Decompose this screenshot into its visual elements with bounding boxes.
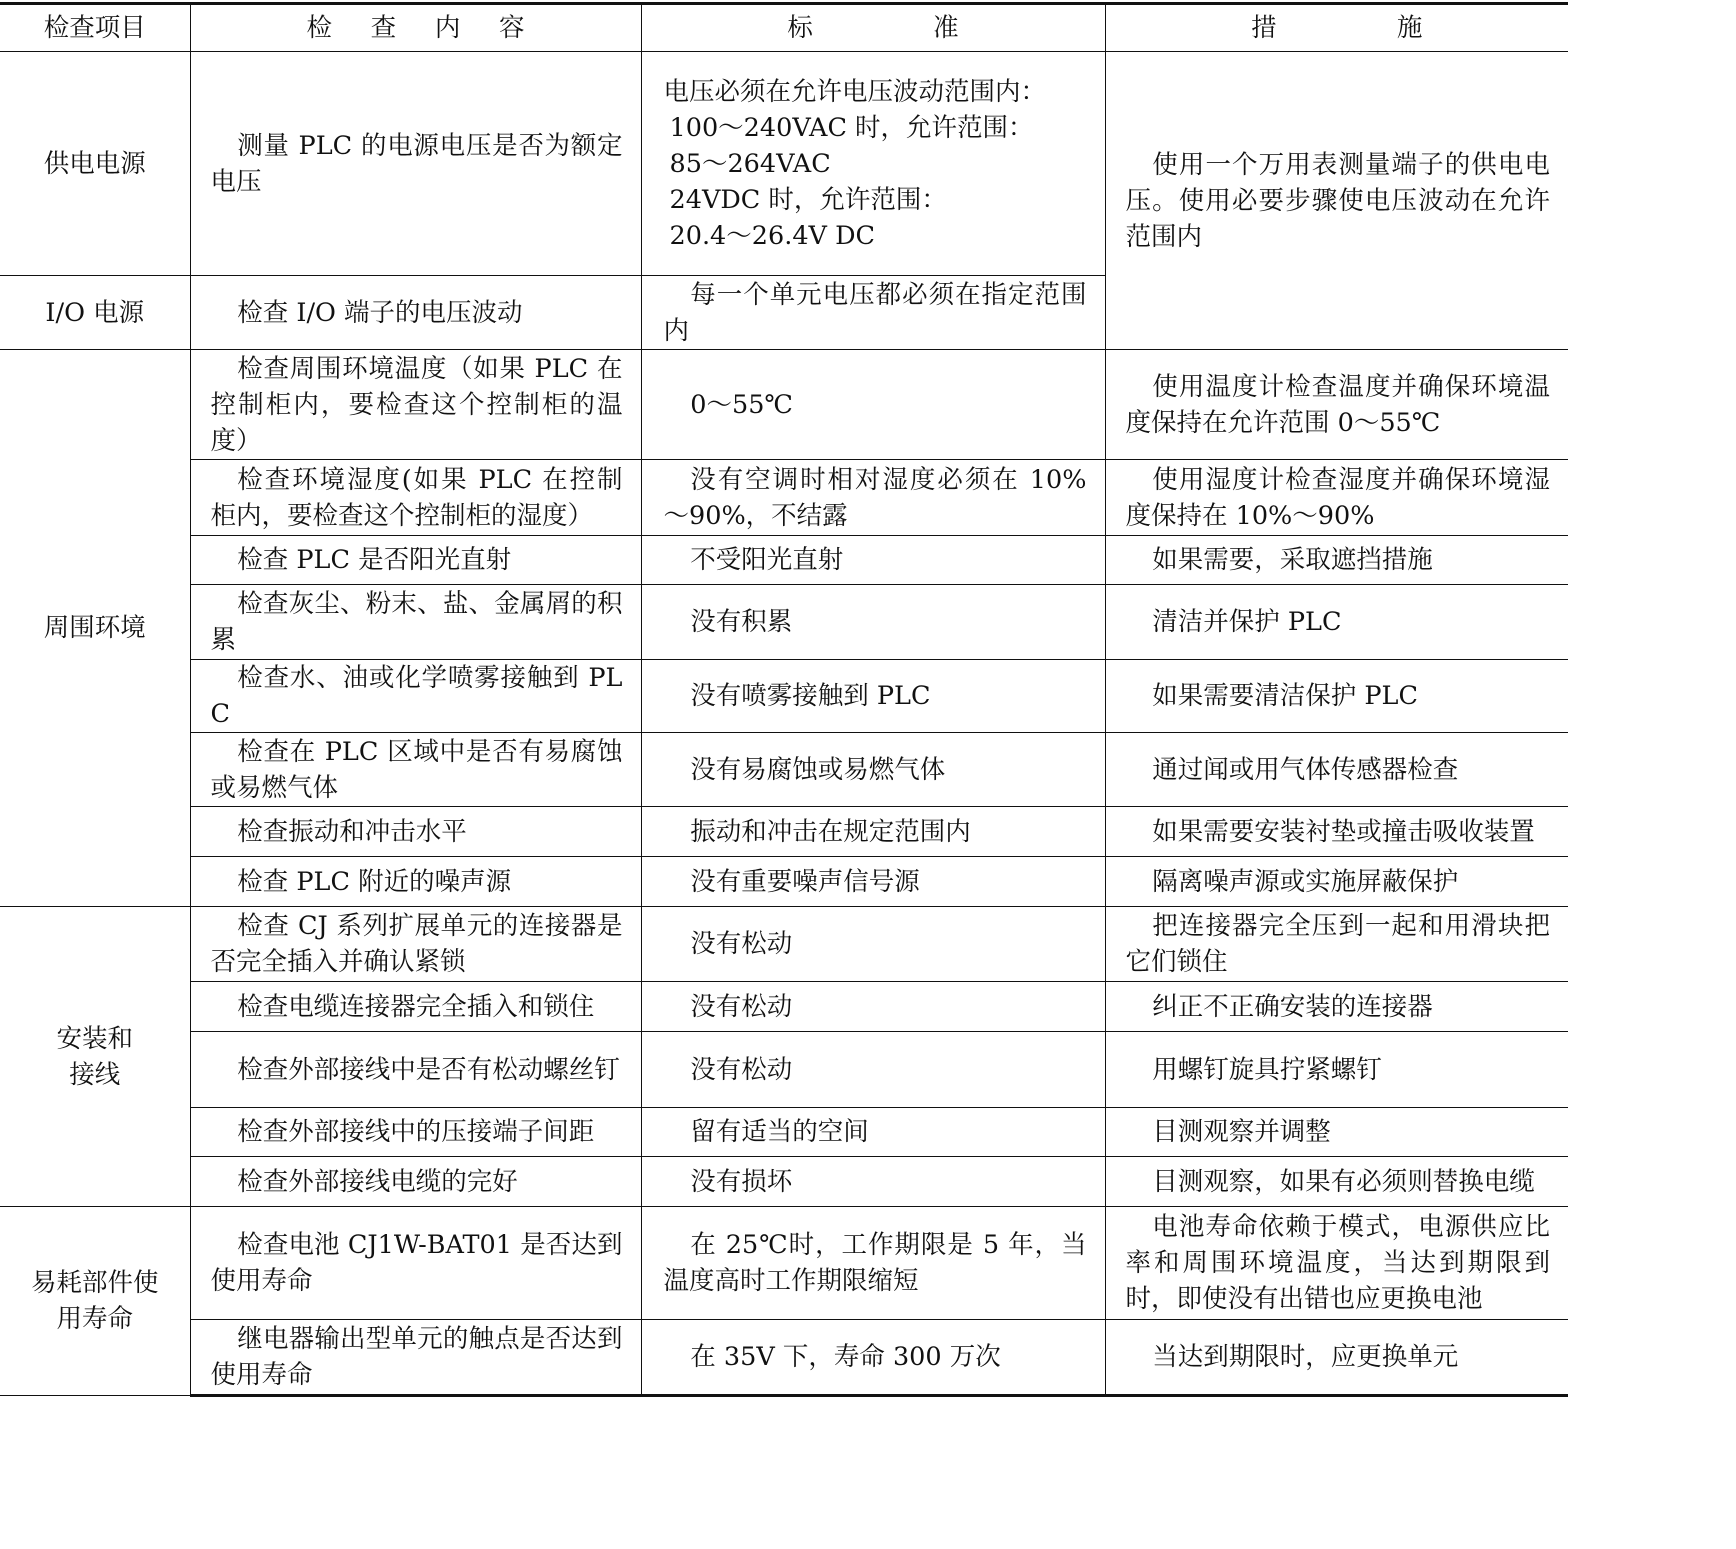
category-line: 易耗部件使	[30, 1268, 159, 1298]
measure-cell: 目测观察并调整	[1105, 1108, 1568, 1157]
standard-cell: 留有适当的空间	[641, 1108, 1105, 1157]
measure-cell: 使用温度计检查温度并确保环境温度保持在允许范围 0～55℃	[1105, 350, 1568, 460]
standard-cell: 在 25℃时，工作期限是 5 年，当温度高时工作期限缩短	[641, 1207, 1105, 1320]
measure-cell: 使用湿度计检查湿度并确保环境湿度保持在 10%～90%	[1105, 460, 1568, 536]
standard-cell: 没有空调时相对湿度必须在 10%～90%，不结露	[641, 460, 1105, 536]
measure-cell: 把连接器完全压到一起和用滑块把它们锁住	[1105, 907, 1568, 982]
table-row	[0, 1032, 1568, 1108]
content-cell: 检查 I/O 端子的电压波动	[190, 276, 641, 350]
category-wiring	[0, 907, 190, 1207]
header-standard: 标 准	[641, 4, 1105, 52]
measure-cell: 如果需要，采取遮挡措施	[1105, 536, 1568, 585]
measure-cell: 用螺钉旋具拧紧螺钉	[1105, 1032, 1568, 1108]
header-measure: 措 施	[1105, 4, 1568, 52]
category-consumables	[0, 1207, 190, 1396]
table-row	[0, 733, 1568, 807]
content-cell: 继电器输出型单元的触点是否达到使用寿命	[190, 1320, 641, 1396]
standard-cell	[641, 52, 1105, 276]
standard-line: 20.4～26.4V DC	[669, 220, 876, 251]
measure-cell: 当达到期限时，应更换单元	[1105, 1320, 1568, 1396]
category-line: 接线	[69, 1059, 121, 1090]
content-cell: 检查外部接线电缆的完好	[190, 1157, 641, 1207]
content-cell: 检查周围环境温度（如果 PLC 在控制柜内，要检查这个控制柜的温度）	[190, 350, 641, 460]
content-cell: 检查在 PLC 区域中是否有易腐蚀或易燃气体	[190, 733, 641, 807]
content-cell: 检查振动和冲击水平	[190, 807, 641, 857]
standard-cell: 没有积累	[641, 585, 1105, 660]
standard-cell: 振动和冲击在规定范围内	[641, 807, 1105, 857]
category-io-power: I/O 电源	[0, 276, 190, 350]
content-cell: 检查电池 CJ1W-BAT01 是否达到使用寿命	[190, 1207, 641, 1320]
measure-cell: 如果需要清洁保护 PLC	[1105, 660, 1568, 733]
standard-cell: 在 35V 下，寿命 300 万次	[641, 1320, 1105, 1396]
table-row	[0, 660, 1568, 733]
table-row	[0, 585, 1568, 660]
measure-cell: 目测观察，如果有必须则替换电缆	[1105, 1157, 1568, 1207]
measure-cell: 如果需要安装衬垫或撞击吸收装置	[1105, 807, 1568, 857]
content-cell: 检查外部接线中是否有松动螺丝钉	[190, 1032, 641, 1108]
content-cell: 检查环境湿度(如果 PLC 在控制柜内，要检查这个控制柜的湿度）	[190, 460, 641, 536]
table-row	[0, 460, 1568, 536]
content-cell: 检查电缆连接器完全插入和锁住	[190, 982, 641, 1032]
standard-cell: 不受阳光直射	[641, 536, 1105, 585]
category-environment: 周围环境	[0, 350, 190, 907]
table-row	[0, 907, 1568, 982]
table-row	[0, 536, 1568, 585]
standard-cell: 没有松动	[641, 907, 1105, 982]
table-row	[0, 857, 1568, 907]
standard-cell: 没有易腐蚀或易燃气体	[641, 733, 1105, 807]
header-content: 检 查 内 容	[190, 4, 641, 52]
table-row	[0, 350, 1568, 460]
inspection-table	[0, 2, 1568, 1397]
category-power: 供电电源	[0, 52, 190, 276]
content-cell: 检查 PLC 附近的噪声源	[190, 857, 641, 907]
header-row	[0, 4, 1568, 52]
content-cell: 检查水、油或化学喷雾接触到 PLC	[190, 660, 641, 733]
standard-line: 100～240VAC 时，允许范围：	[669, 112, 1034, 143]
standard-cell: 没有松动	[641, 1032, 1105, 1108]
content-cell: 检查灰尘、粉末、盐、金属屑的积累	[190, 585, 641, 660]
table-row	[0, 1108, 1568, 1157]
table-row	[0, 982, 1568, 1032]
standard-cell: 每一个单元电压都必须在指定范围内	[641, 276, 1105, 350]
standard-line: 电压必须在允许电压波动范围内：	[663, 76, 1047, 107]
standard-cell: 没有重要噪声信号源	[641, 857, 1105, 907]
standard-line: 24VDC 时，允许范围：	[669, 184, 947, 215]
measure-cell: 清洁并保护 PLC	[1105, 585, 1568, 660]
content-cell: 检查 CJ 系列扩展单元的连接器是否完全插入并确认紧锁	[190, 907, 641, 982]
content-cell: 检查外部接线中的压接端子间距	[190, 1108, 641, 1157]
table-row	[0, 52, 1568, 276]
table-row	[0, 1207, 1568, 1320]
table-row	[0, 807, 1568, 857]
content-cell: 测量 PLC 的电源电压是否为额定电压	[190, 52, 641, 276]
header-item: 检查项目	[0, 4, 190, 52]
table-row	[0, 1157, 1568, 1207]
table-row	[0, 1320, 1568, 1396]
category-line: 安装和	[56, 1023, 133, 1054]
measure-cell: 隔离噪声源或实施屏蔽保护	[1105, 857, 1568, 907]
measure-cell: 纠正不正确安装的连接器	[1105, 982, 1568, 1032]
content-cell: 检查 PLC 是否阳光直射	[190, 536, 641, 585]
category-line: 用寿命	[56, 1304, 133, 1334]
standard-cell: 没有损坏	[641, 1157, 1105, 1207]
measure-cell: 通过闻或用气体传感器检查	[1105, 733, 1568, 807]
standard-cell: 0～55℃	[641, 350, 1105, 460]
measure-cell: 电池寿命依赖于模式，电源供应比率和周围环境温度，当达到期限到时，即使没有出错也应更换电池	[1105, 1207, 1568, 1320]
standard-line: 85～264VAC	[669, 148, 831, 179]
measure-cell: 使用一个万用表测量端子的供电电压。使用必要步骤使电压波动在允许范围内	[1105, 52, 1568, 350]
standard-cell: 没有松动	[641, 982, 1105, 1032]
standard-cell: 没有喷雾接触到 PLC	[641, 660, 1105, 733]
